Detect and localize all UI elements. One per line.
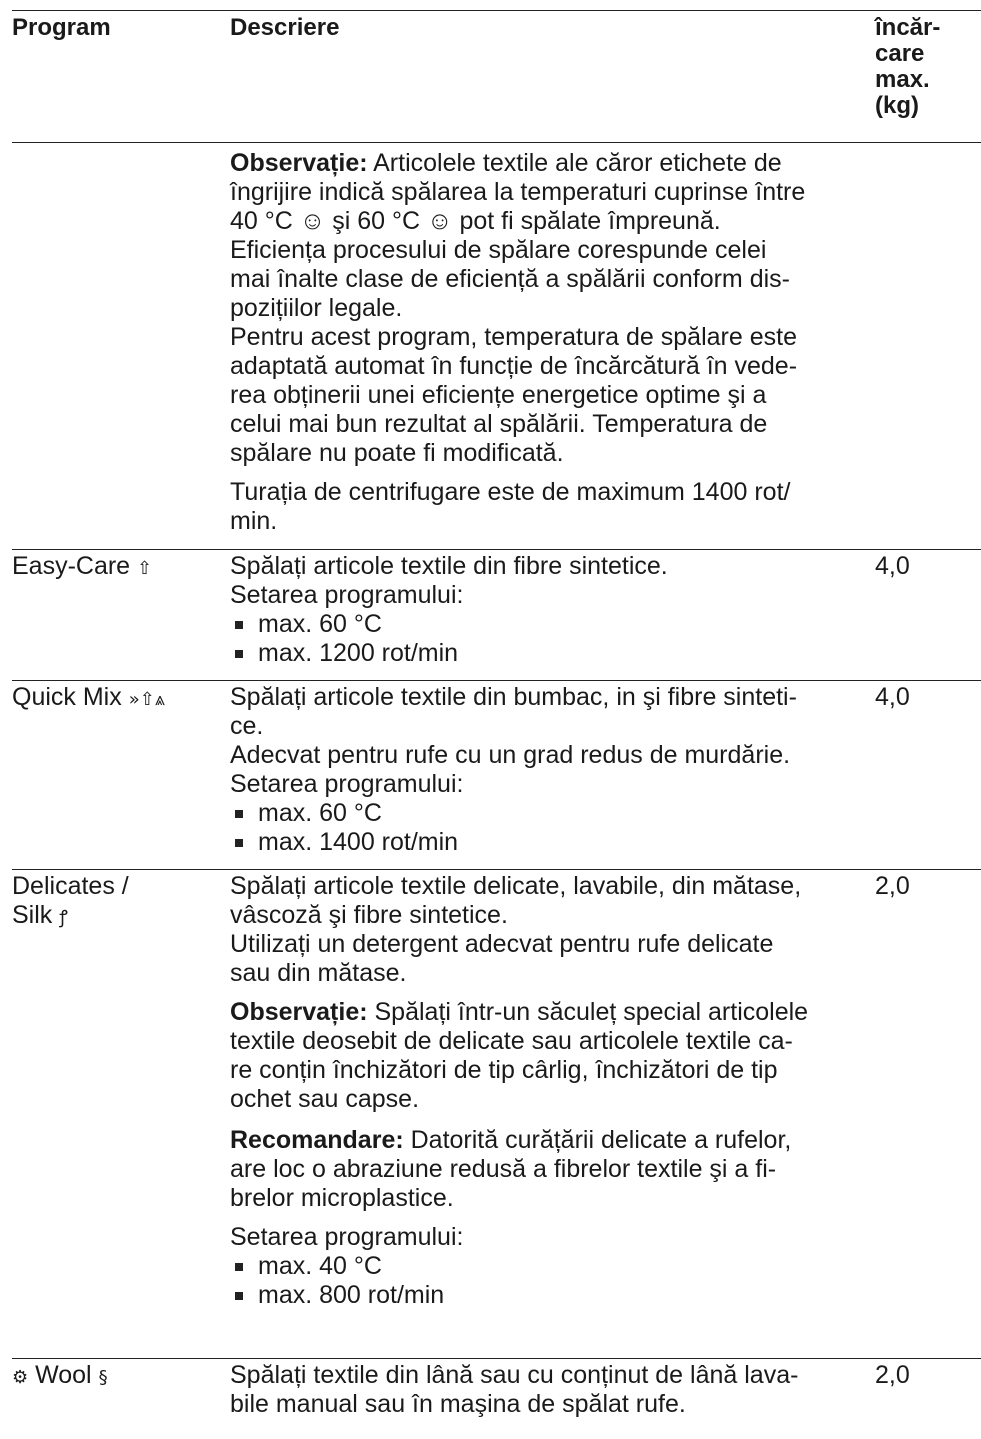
- program-name: [12, 143, 222, 145]
- header-max-load: încăr- care max. (kg): [875, 14, 941, 119]
- program-name: ⚙ Wool §: [12, 1361, 108, 1389]
- temperature-line: 40 °C ☺ şi 60 °C ☺ pot fi spălate împreună.: [230, 207, 721, 235]
- list-item: max. 1200 rot/min: [230, 639, 860, 668]
- quick-mix-icon: »⇧⩓: [128, 689, 165, 710]
- table-row: [12, 1358, 981, 1439]
- easy-care-icon: ⇧: [137, 558, 153, 579]
- silk-icon: ꝭ: [59, 907, 68, 928]
- table-header: [12, 10, 981, 142]
- recommendation-label: Recomandare:: [230, 1126, 404, 1154]
- program-description: Spălați articole textile din fibre sintetice. Setarea programului: max. 60 °C max. 1200 rot/min: [230, 550, 860, 668]
- max-load: 4,0: [875, 683, 910, 711]
- header-description: Descriere: [230, 14, 340, 41]
- header-program: Program: [12, 14, 111, 41]
- list-item: max. 800 rot/min: [230, 1281, 860, 1310]
- wool-hand-icon: ⚙: [12, 1367, 29, 1388]
- program-description: Spălați textile din lână sau cu conținut de lână lava- bile manual sau în maşina de spălat rufe.: [230, 1361, 799, 1418]
- max-load: 4,0: [875, 552, 910, 580]
- note-label: Observație:: [230, 998, 368, 1026]
- note-label: Observație:: [230, 149, 368, 177]
- max-load: [875, 143, 975, 145]
- table-row: [12, 549, 981, 680]
- list-item: max. 60 °C: [230, 799, 860, 828]
- table-row: [12, 142, 981, 549]
- program-description: Spălați articole textile delicate, lavabile, din mătase, vâscoză şi fibre sintetice. Utilizați un detergent adecvat pentru rufe delicate sau din mătase. Observație: Spălați într-un săculeț special articolele textile deosebit de delicate sau articolele textile ca- re conțin închizători de tip cârlig, închizători de tip ochet sau capse. Recomandare: Datorită curățării delicate a rufelor, are loc o abraziune redusă a fibrelor textile şi a fi- brelor microplastice. Setarea programului: max. 40 °C max. 800 rot/min: [230, 870, 860, 1310]
- program-name: Easy-Care ⇧: [12, 552, 153, 580]
- program-description: Observație: Articolele textile ale căror etichete de îngrijire indică spălarea la temperaturi cuprinse între 40 °C ☺ şi 60 °C ☺ pot fi spălate împreună. Eficiența procesului de spălare corespunde celei mai înalte clase de eficiență a spălării conform dis- pozițiilor legale. Pentru acest program, temperatura de spălare este adaptată automat în funcție de încărcătură în vede- rea obținerii unei eficiențe energetice optime şi a celui mai bun rezultat al spălării. Temperatura de spălare nu poate fi modificată. Turația de centrifugare este de maximum 1400 rot/ min.: [230, 143, 860, 536]
- wool-icon: §: [98, 1367, 108, 1388]
- max-load: 2,0: [875, 1361, 910, 1389]
- program-table: [12, 10, 981, 1439]
- max-load: 2,0: [875, 872, 910, 900]
- program-name: Quick Mix »⇧⩓: [12, 683, 165, 711]
- list-item: max. 40 °C: [230, 1252, 860, 1281]
- program-name: Delicates / Silk ꝭ: [12, 872, 129, 929]
- list-item: max. 1400 rot/min: [230, 828, 860, 857]
- table-row: [12, 680, 981, 869]
- program-description: Spălați articole textile din bumbac, in şi fibre sinteti- ce. Adecvat pentru rufe cu un grad redus de murdărie. Setarea programului: max. 60 °C max. 1400 rot/min: [230, 681, 860, 857]
- table-row: [12, 869, 981, 1358]
- list-item: max. 60 °C: [230, 610, 860, 639]
